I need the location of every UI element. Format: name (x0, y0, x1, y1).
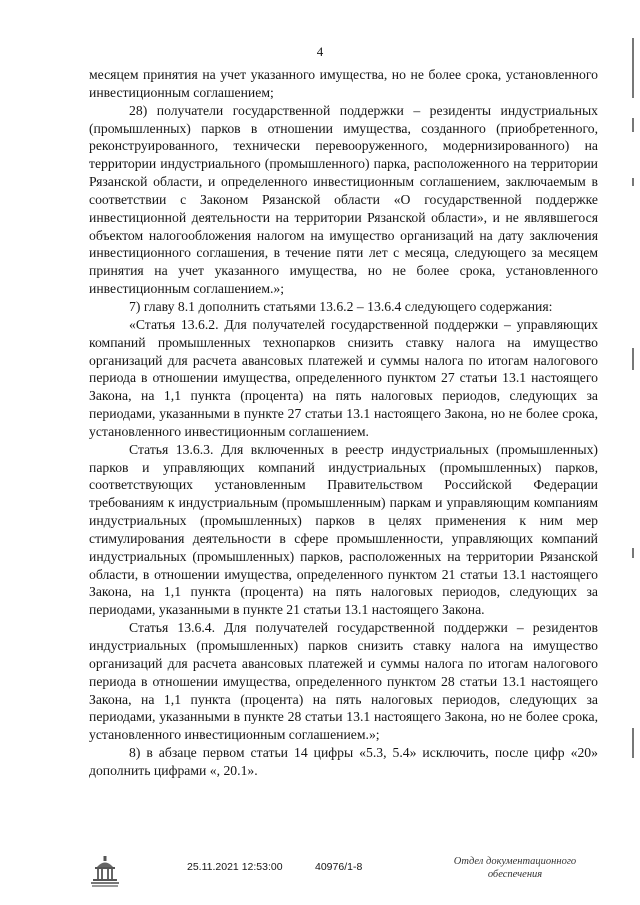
paragraph-item-28: 28) получатели государственной поддержки – резиденты индустриальных (промышленных) парков в отношении имущества, созданного (приобретенного, реконструированного, технически перевооруженного, модернизированного) на территории индустриального (промышленного) парка, расположенного на территории Рязанской области, и определенного инвестиционным соглашением, заключаемым в соответствии с Законом Рязанской области «О государственной поддержке инвестиционной деятельности на территории Рязанской области», и не являвшегося объектом налогообложения налогом на имущество организаций на дату заключения инвестиционного соглашения, в течение пяти лет с месяца, следующего за месяцем принятия на учет указанного имущества, но не более срока, установленного инвестиционным соглашением.»; (89, 102, 598, 297)
scan-edge-marks (622, 28, 634, 858)
timestamp: 25.11.2021 12:53:00 (187, 861, 283, 873)
paragraph-article-13-6-3: Статья 13.6.3. Для включенных в реестр индустриальных (промышленных) парков и управляющих компаний индустриальных (промышленных) парков, соответствующих установленным Правительством Российской Федерации требованиям к индустриальным (промышленным) паркам и управляющим компаниям индустриальных (промышленных) парков в целях применения к ним мер стимулирования деятельности в сфере промышленности, управляющих компаний индустриальных (промышленных) парков, расположенных на территории Рязанской области, в отношении имущества, определенного пунктом 21 статьи 13.1 настоящего Закона, на 1,1 пункта (процента) на пять налоговых периодов, следующих за периодами, указанными в пункте 21 статьи 13.1 настоящего Закона. (89, 441, 598, 618)
paragraph-article-13-6-2: «Статья 13.6.2. Для получателей государственной поддержки – управляющих компаний промышленных технопарков снизить ставку налога на имущество организаций для расчета авансовых платежей и суммы налога по итогам налогового периода в отношении имущества, определенного пунктом 27 статьи 13.1 настоящего Закона, на 1,1 пункта (процента) на пять налоговых периодов, следующих за периодами, указанными в пункте 27 статьи 13.1 настоящего Закона, но не более срока, установленного инвестиционным соглашением. (89, 316, 598, 439)
paragraph-continuation: месяцем принятия на учет указанного имущества, но не более срока, установленного инвестиционным соглашением; (89, 67, 598, 100)
paragraph-item-8: 8) в абзаце первом статьи 14 цифры «5.3, 5.4» исключить, после цифр «20» дополнить цифрами «, 20.1». (89, 745, 598, 778)
document-id: 40976/1-8 (315, 861, 363, 873)
duma-building-icon (88, 855, 122, 889)
document-body (89, 66, 598, 780)
department-stamp: Отдел документационного обеспечения (453, 856, 577, 880)
paragraph-item-7: 7) главу 8.1 дополнить статьями 13.6.2 – 13.6.4 следующего содержания: (129, 298, 553, 314)
footer (0, 847, 640, 897)
page-number: 4 (316, 44, 324, 59)
paragraph-article-13-6-4: Статья 13.6.4. Для получателей государственной поддержки – резидентов индустриальных (промышленных) парков снизить ставку налога на имущество организаций для расчета авансовых платежей и суммы налога по итогам налогового периода в отношении имущества, определенного пунктом 28 статьи 13.1 настоящего Закона, на 1,1 пункта (процента) на пять налоговых периодов, следующих за периодами, указанными в пункте 28 статьи 13.1 настоящего Закона, но не более срока, установленного инвестиционным соглашением.»; (89, 620, 598, 743)
